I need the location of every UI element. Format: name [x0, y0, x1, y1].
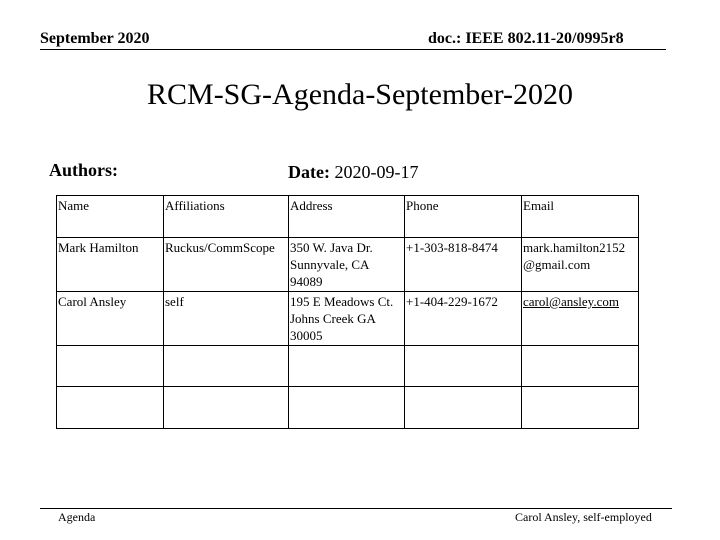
column-header-email: Email — [522, 196, 639, 238]
header-doc-id: doc.: IEEE 802.11-20/0995r8 — [428, 30, 624, 47]
empty-cell — [57, 346, 164, 387]
column-header-address: Address — [289, 196, 405, 238]
empty-cell — [522, 387, 639, 429]
empty-cell — [57, 387, 164, 429]
empty-cell — [289, 387, 405, 429]
author-affiliation: Ruckus/CommScope — [164, 238, 289, 292]
author-email-link[interactable]: carol@ansley.com — [523, 294, 619, 309]
author-email-cell — [522, 292, 639, 346]
page-title: RCM-SG-Agenda-September-2020 — [147, 78, 573, 111]
column-header-affiliations: Affiliations — [164, 196, 289, 238]
authors-label: Authors: — [49, 160, 119, 180]
column-header-name: Name — [57, 196, 164, 238]
empty-cell — [164, 387, 289, 429]
author-name: Mark Hamilton — [57, 238, 164, 292]
header-date: September 2020 — [40, 30, 150, 47]
empty-table-row — [57, 346, 639, 387]
table-row — [57, 292, 639, 346]
header-divider — [40, 49, 666, 50]
empty-cell — [405, 387, 522, 429]
footer-divider — [40, 508, 672, 509]
author-address: 350 W. Java Dr. Sunnyvale, CA 94089 — [289, 238, 405, 292]
empty-cell — [164, 346, 289, 387]
author-email: mark.hamilton2152 @gmail.com — [522, 238, 639, 292]
footer-left-label: Agenda — [58, 510, 96, 524]
author-name: Carol Ansley — [57, 292, 164, 346]
date-value: 2020-09-17 — [334, 162, 419, 182]
table-header-row — [57, 196, 639, 238]
table-row — [57, 238, 639, 292]
author-phone: +1-404-229-1672 — [405, 292, 522, 346]
authors-table — [56, 195, 639, 429]
author-address: 195 E Meadows Ct. Johns Creek GA 30005 — [289, 292, 405, 346]
author-affiliation: self — [164, 292, 289, 346]
empty-cell — [405, 346, 522, 387]
empty-cell — [522, 346, 639, 387]
footer-author: Carol Ansley, self-employed — [515, 510, 652, 524]
author-phone: +1-303-818-8474 — [405, 238, 522, 292]
date-line — [288, 162, 418, 183]
date-label: Date: — [288, 162, 330, 182]
empty-table-row — [57, 387, 639, 429]
empty-cell — [289, 346, 405, 387]
column-header-phone: Phone — [405, 196, 522, 238]
